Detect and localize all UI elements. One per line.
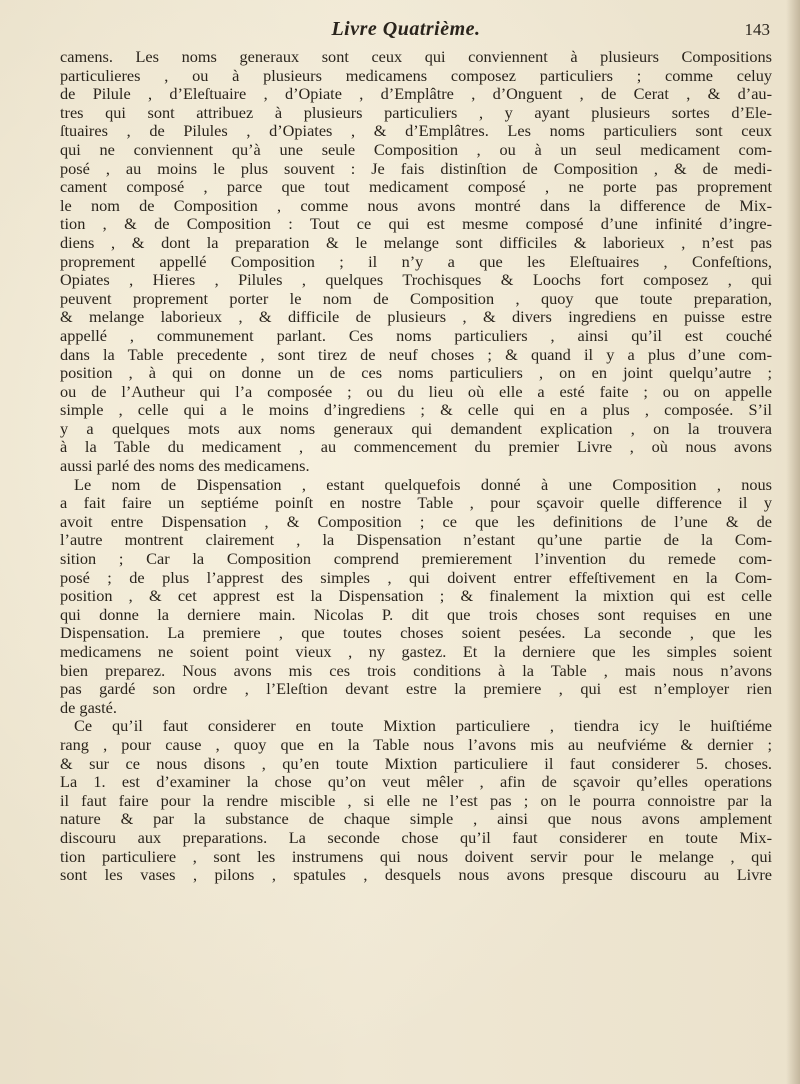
text-line: a fait faire un septiéme poinſt en nostre Table , pour sçavoir quelle difference il y <box>60 494 772 513</box>
running-title: Livre Quatrième. <box>331 18 481 40</box>
text-line: discouru aux preparations. La seconde chose qu’il faut considerer en toute Mix- <box>60 828 772 847</box>
text-line: medicamens ne soient point vieux , ny gastez. Et la derniere que les simples soient <box>60 643 772 661</box>
page-header <box>36 18 776 48</box>
text-line: aussi parlé des noms des medicamens. <box>60 457 310 476</box>
text-line: La 1. est d’examiner la chose qu’on veut mêler , afin de sçavoir qu’elles operations <box>60 773 772 792</box>
text-line: tion , & de Composition : Tout ce qui est mesme composé d’une infinité d’ingre- <box>60 215 772 234</box>
text-line: position , à qui on donne un de ces noms particuliers , on en joint quelqu’autre ; <box>60 364 772 383</box>
text-line: proprement appellé Composition ; il n’y a que les Eleſtuaires , Confeſtions, <box>60 252 772 271</box>
text-line: sition ; Car la Composition comprend premierement l’invention du remede com- <box>60 550 772 569</box>
text-line: posé ; de plus l’apprest des simples , qui doivent entrer effeſtivement en la Com- <box>60 568 772 587</box>
text-line: & melange laborieux , & difficile de plusieurs , & divers ingrediens en puisse estre <box>60 308 772 327</box>
text-line: posé , au moins le plus souvent : Je fais distinſtion de Composition , & de medi- <box>60 159 772 178</box>
text-line: pas gardé son ordre , l’Eleſtion devant estre la premiere , qui est n’employer rien <box>60 680 772 699</box>
text-line: Opiates , Hieres , Pilules , quelques Trochisques & Loochs fort composez , qui <box>60 271 772 290</box>
text-line: il faut faire pour la rendre miscible , si elle ne l’est pas ; on le pourra connoistre par la <box>60 791 772 810</box>
text-line: de Pilule , d’Eleſtuaire , d’Opiate , d’Emplâtre , d’Onguent , de Cerat , & d’au- <box>60 85 772 104</box>
text-line: l’autre montrent clairement , la Dispensation n’estant qu’une partie de la Com- <box>60 531 772 550</box>
text-line: Ce qu’il faut considerer en toute Mixtion particuliere , tiendra icy le huiſtiéme <box>74 717 772 736</box>
text-line: cament composé , parce que tout medicament composé , ne porte pas proprement <box>60 178 772 197</box>
text-line: appellé , communement parlant. Ces noms particuliers , ainsi qu’il est couché <box>60 326 772 345</box>
text-line: ſtuaires , de Pilules , d’Opiates , & d’Emplâtres. Les noms particuliers sont ceux <box>60 122 772 141</box>
text-line: peuvent proprement porter le nom de Composition , quoy que toute preparation, <box>60 289 772 308</box>
text-line: de gasté. <box>60 698 117 717</box>
text-line: Le nom de Dispensation , estant quelquefois donné à une Composition , nous <box>74 475 772 494</box>
text-line: diens , & dont la preparation & le melange sont difficiles & laborieux , n’est pas <box>60 233 772 252</box>
text-line: nature & par la substance de chaque simple , ainsi que nous avons amplement <box>60 810 772 829</box>
text-line: tres qui sont attribuez à plusieurs particuliers , y ayant plusieurs sortes d’Ele- <box>60 103 772 122</box>
page-edge-shadow <box>786 0 800 1084</box>
text-line: à la Table du medicament , au commencement du premier Livre , où nous avons <box>60 438 772 457</box>
text-line: bien preparez. Nous avons mis ces trois conditions à la Table , mais nous n’avons <box>60 661 772 680</box>
text-line: y a quelques mots aux noms generaux qui demandent explication , on la trouvera <box>60 419 772 438</box>
text-line: sont les vases , pilons , spatules , desquels nous avons presque discouru au Livre <box>60 866 772 885</box>
text-line: ou de l’Autheur qui l’a composée ; ou du lieu où elle a esté faite ; ou on appelle <box>60 382 772 401</box>
text-line: qui ne conviennent qu’à une seule Composition , ou à un seul medicament com- <box>60 140 772 159</box>
text-line: Dispensation. La premiere , que toutes choses soient pesées. La seconde , que les <box>60 624 772 643</box>
text-line: tion particuliere , sont les instrumens qui nous doivent servir pour le melange , qui <box>60 847 772 866</box>
text-line: avoit entre Dispensation , & Composition ; ce que les definitions de l’une & de <box>60 512 772 531</box>
text-line: camens. Les noms generaux sont ceux qui conviennent à plusieurs Compositions <box>60 48 772 66</box>
text-line: rang , pour cause , quoy que en la Table nous l’avons mis au neufviéme & dernier ; <box>60 735 772 754</box>
text-line: & sur ce nous disons , qu’en toute Mixtion particuliere il faut considerer 5. choses. <box>60 754 772 773</box>
text-line: simple , celle qui a le moins d’ingrediens ; & celle qui en a plus , composée. S’il <box>60 401 772 420</box>
text-line: qui donne la derniere main. Nicolas P. dit que trois choses sont requises en une <box>60 605 772 624</box>
text-line: particulieres , ou à plusieurs medicamens composez particuliers ; comme celuy <box>60 66 772 85</box>
body-text <box>60 48 772 885</box>
text-line: le nom de Composition , comme nous avons montré dans la difference de Mix- <box>60 196 772 215</box>
page-number: 143 <box>744 20 770 39</box>
text-line: dans la Table precedente , sont tirez de neuf choses ; & quand il y a plus d’une com- <box>60 345 772 364</box>
text-line: position , & cet apprest est la Dispensation ; & finalement la mixtion qui est celle <box>60 587 772 606</box>
